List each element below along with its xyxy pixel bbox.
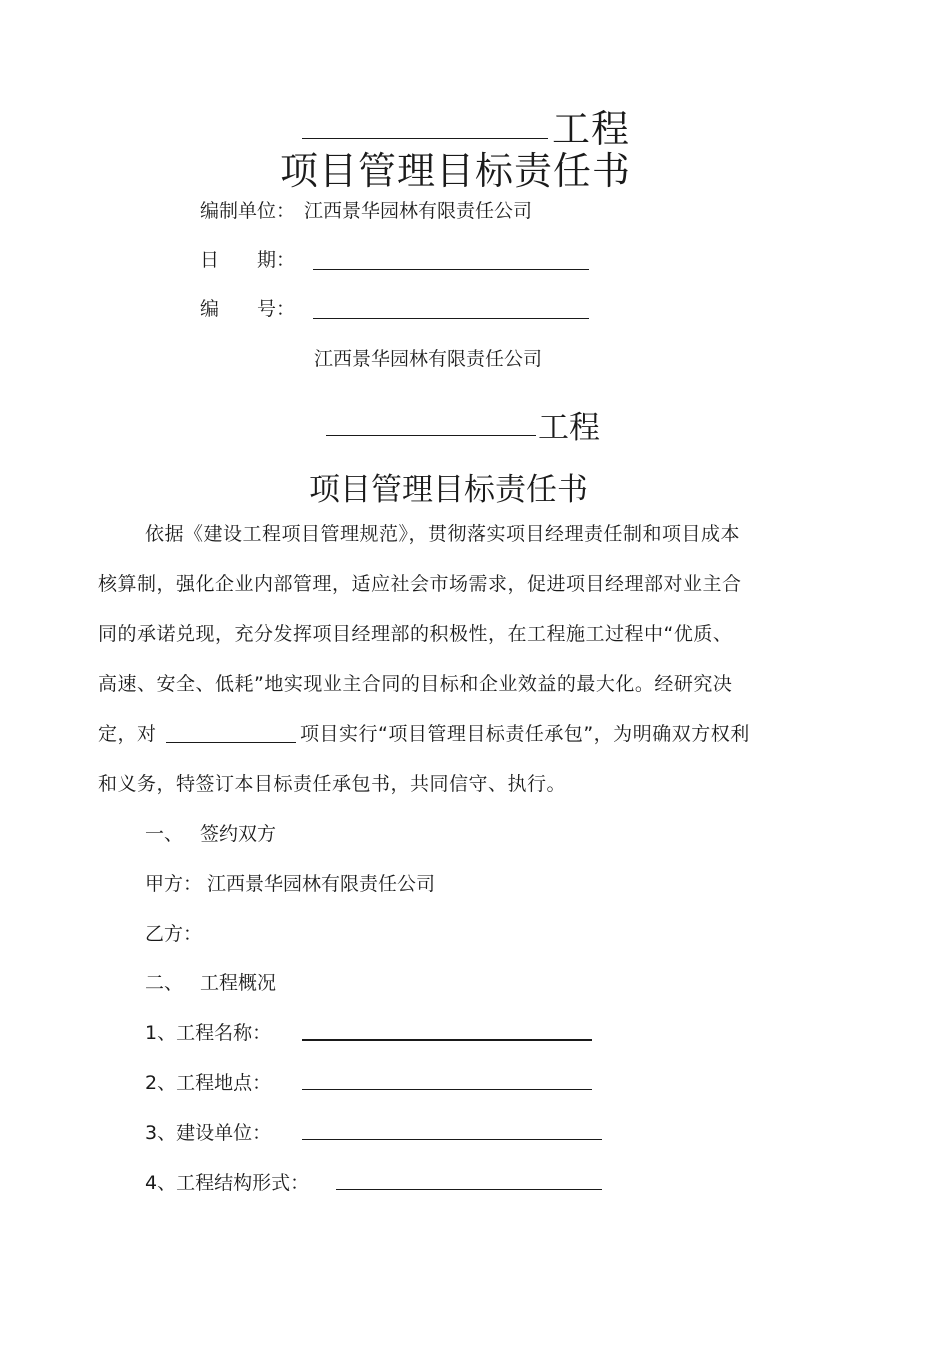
party-a-label: 甲方： [145, 873, 203, 895]
item-project-name-blank [302, 1038, 592, 1041]
intro-line-3: 同的承诺兑现，充分发挥项目经理部的积极性，在工程施工过程中“优质、 [98, 623, 733, 645]
cover-number-label: 编 号： [200, 298, 296, 320]
intro-line-2: 核算制，强化企业内部管理，适应社会市场需求，促进项目经理部对业主合 [98, 573, 742, 595]
item-location-blank [302, 1088, 592, 1090]
cover-number-blank [313, 317, 589, 319]
cover-company: 江西景华园林有限责任公司 [314, 348, 543, 370]
section2-title: 工程概况 [200, 972, 277, 994]
intro-line-5-pre: 定，对 [98, 723, 157, 745]
cover-title-suffix: 工程 [552, 107, 631, 151]
item-builder-blank [302, 1138, 602, 1140]
section1-number: 一、 [145, 823, 184, 845]
project-blank [166, 741, 296, 743]
cover-date-blank [313, 268, 589, 270]
item-builder-label: 3、建设单位： [145, 1122, 272, 1144]
party-a-value: 江西景华园林有限责任公司 [207, 873, 436, 895]
intro-line-1: 依据《建设工程项目管理规范》，贯彻落实项目经理责任制和项目成本 [145, 523, 741, 545]
item-structure-label: 4、工程结构形式： [145, 1172, 310, 1194]
section1-title: 签约双方 [200, 823, 277, 845]
cover-title: 项目管理目标责任书 [280, 149, 632, 193]
doc-title-suffix: 工程 [538, 410, 600, 446]
intro-line-6: 和义务，特签订本目标责任承包书，共同信守、执行。 [98, 773, 567, 795]
intro-line-4: 高速、安全、低耗”地实现业主合同的目标和企业效益的最大化。经研究决 [98, 673, 733, 695]
intro-line-5-post: 项目实行“项目管理目标责任承包”，为明确双方权利 [300, 723, 750, 745]
cover-unit-label: 编制单位： [200, 200, 296, 222]
item-project-name-label: 1、工程名称： [145, 1022, 272, 1044]
party-b-label: 乙方： [145, 923, 203, 945]
cover-date-label: 日 期： [200, 249, 296, 271]
doc-project-name-blank [326, 434, 536, 436]
cover-project-name-blank [302, 137, 548, 139]
item-structure-blank [336, 1188, 602, 1190]
section2-number: 二、 [145, 972, 184, 994]
item-location-label: 2、工程地点： [145, 1072, 272, 1094]
cover-unit-value: 江西景华园林有限责任公司 [304, 200, 533, 222]
doc-title: 项目管理目标责任书 [309, 472, 588, 508]
